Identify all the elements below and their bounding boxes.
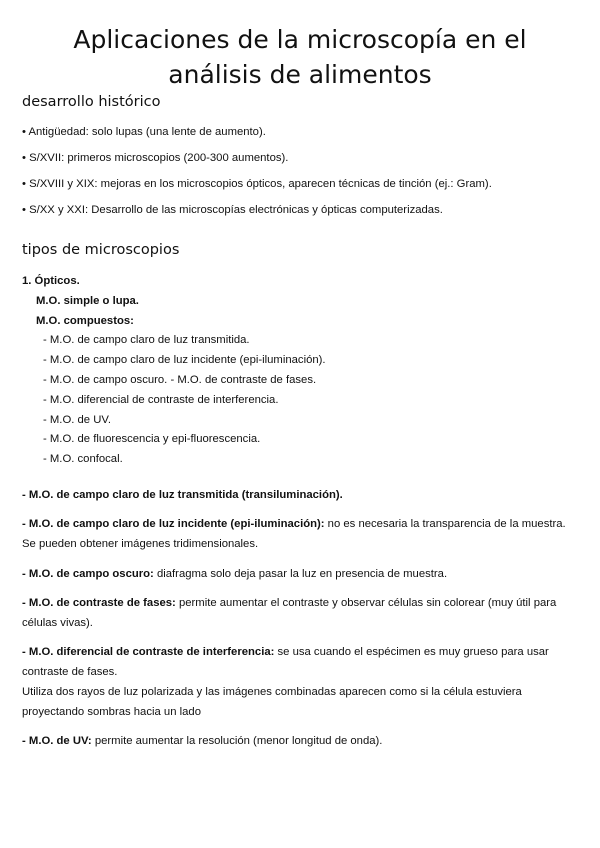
description-prefix: -: [22, 646, 29, 658]
description-incidente: [22, 514, 578, 554]
microscope-types-list: [22, 272, 326, 470]
title-line-1: Aplicaciones de la microscopía en el: [73, 25, 527, 54]
list-item: - M.O. diferencial de contraste de interferencia.: [43, 393, 279, 406]
history-item-xx-xxi: • S/XX y XXI: Desarrollo de las microscopías electrónicas y ópticas computerizadas.: [22, 204, 443, 216]
description-prefix: -: [22, 568, 29, 580]
description-prefix: -: [22, 489, 29, 501]
description-extra: Utiliza dos rayos de luz polarizada y las imágenes combinadas aparecen como si la célula estuviera proyectando sombras hacia un lado: [22, 686, 522, 718]
list-item-opticos: 1. Ópticos.: [22, 275, 80, 287]
description-text: se usa cuando el espécimen es muy grueso para usar contraste de fases.: [22, 646, 549, 678]
description-transmitida: [22, 485, 578, 505]
history-item-antiguedad: • Antigüedad: solo lupas (una lente de aumento).: [22, 126, 266, 138]
description-prefix: -: [22, 735, 29, 747]
list-item: - M.O. de UV.: [43, 413, 112, 426]
description-oscuro: [22, 564, 578, 584]
description-term: M.O. de UV:: [28, 735, 92, 747]
description-term: M.O. de campo oscuro:: [28, 568, 154, 580]
description-text: diafragma solo deja pasar la luz en presencia de muestra.: [153, 568, 448, 580]
description-interferencia: [22, 642, 578, 722]
list-item: - M.O. de fluorescencia y epi-fluorescencia.: [43, 433, 261, 446]
types-heading: tipos de microscopios: [22, 242, 180, 258]
description-text: permite aumentar el contraste y observar células sin colorear (muy útil para células vivas).: [22, 597, 557, 629]
history-item-xvii: • S/XVII: primeros microscopios (200-300 aumentos).: [22, 152, 289, 164]
list-item-simple: M.O. simple o lupa.: [36, 294, 139, 307]
title-line-2: análisis de alimentos: [168, 60, 432, 89]
description-text: permite aumentar la resolución (menor longitud de onda).: [91, 735, 383, 747]
description-term: M.O. diferencial de contraste de interferencia:: [28, 646, 275, 658]
description-term: M.O. de campo claro de luz incidente (epi-iluminación):: [28, 518, 325, 530]
list-item-compuestos: M.O. compuestos:: [36, 314, 134, 327]
description-prefix: -: [22, 597, 29, 609]
list-item: - M.O. de campo oscuro. - M.O. de contraste de fases.: [43, 373, 317, 386]
description-uv: [22, 731, 578, 751]
description-term: M.O. de campo claro de luz transmitida (transiluminación).: [28, 489, 343, 501]
history-heading: desarrollo histórico: [22, 94, 161, 110]
description-contraste-fases: [22, 593, 578, 633]
description-term: M.O. de contraste de fases:: [28, 597, 176, 609]
list-item: - M.O. de campo claro de luz transmitida.: [43, 334, 250, 347]
list-item: - M.O. de campo claro de luz incidente (epi-iluminación).: [43, 354, 326, 367]
description-prefix: -: [22, 518, 29, 530]
list-item: - M.O. confocal.: [43, 453, 123, 466]
description-text: no es necesaria la transparencia de la muestra. Se pueden obtener imágenes tridimensionales.: [22, 518, 566, 550]
history-item-xviii-xix: • S/XVIII y XIX: mejoras en los microscopios ópticos, aparecen técnicas de tinción (ej.: Gram).: [22, 178, 492, 190]
page-title: [20, 22, 580, 92]
